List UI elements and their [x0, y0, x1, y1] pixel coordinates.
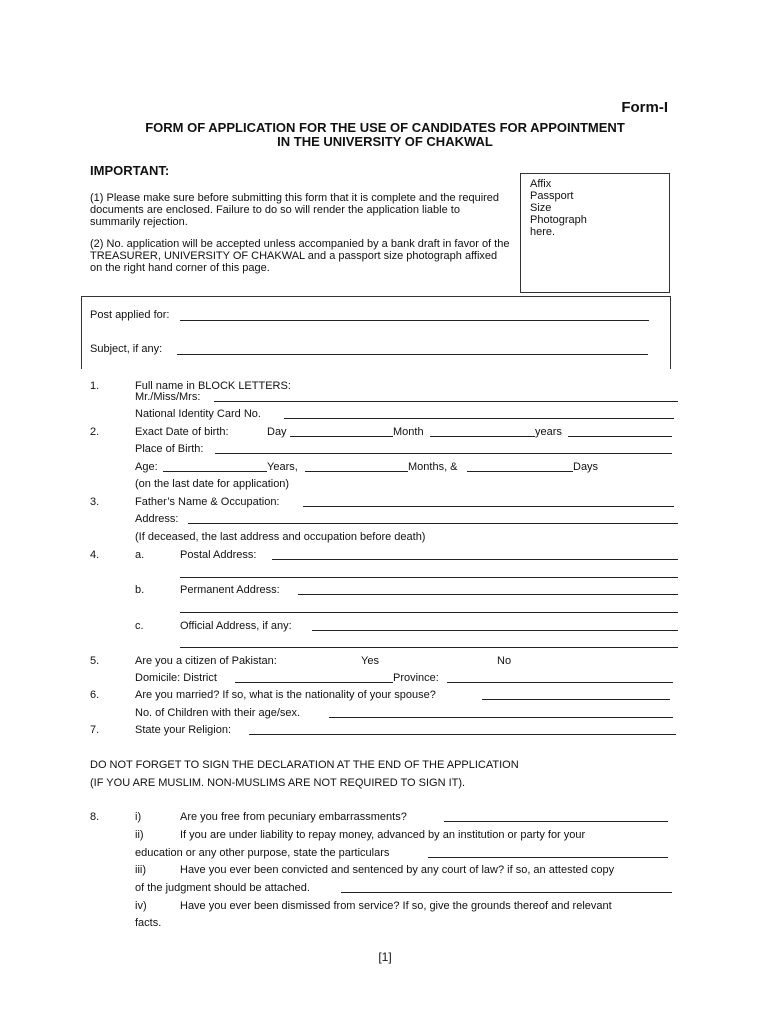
permanent-address-label: Permanent Address: [180, 584, 280, 596]
place-birth-label: Place of Birth: [135, 443, 204, 455]
form-title-line2: IN THE UNIVERSITY OF CHAKWAL [277, 134, 493, 149]
q8-iii-number: iii) [135, 864, 146, 876]
q8-iv-number: iv) [135, 900, 147, 912]
age-years-label: Years, [267, 461, 298, 473]
q8-i-text: Are you free from pecuniary embarrassments? [180, 811, 407, 823]
q8-iii-field[interactable] [341, 892, 672, 893]
page-number: [1] [378, 950, 392, 964]
address-label: Address: [135, 513, 179, 525]
q8-i-field[interactable] [444, 821, 668, 822]
deceased-note: (If deceased, the last address and occupation before death) [135, 531, 426, 543]
age-months-label: Months, & [408, 461, 458, 473]
official-address-label: Official Address, if any: [180, 620, 292, 632]
dob-day-field[interactable] [290, 436, 393, 437]
citizen-label: Are you a citizen of Pakistan: [135, 655, 277, 667]
q8-ii-text: If you are under liability to repay money, advanced by an institution or party for your [180, 829, 586, 841]
q8-iii-text-2: of the judgment should be attached. [135, 882, 310, 894]
official-address-field[interactable] [312, 630, 678, 631]
domicile-district-field[interactable] [235, 682, 393, 683]
postal-address-label: Postal Address: [180, 549, 257, 561]
domicile-label: Domicile: District [135, 672, 217, 684]
religion-label: State your Religion: [135, 724, 231, 736]
q8-ii-number: ii) [135, 829, 144, 841]
photo-line-1: Affix [530, 178, 552, 190]
item-number: 2. [90, 426, 100, 438]
nic-field[interactable] [284, 418, 674, 419]
item-number: 8. [90, 811, 100, 823]
dob-month-field[interactable] [430, 436, 535, 437]
dob-year-field[interactable] [568, 436, 672, 437]
spouse-nationality-field[interactable] [482, 699, 670, 700]
children-field[interactable] [329, 717, 673, 718]
declaration-notice-line2: (IF YOU ARE MUSLIM. NON-MUSLIMS ARE NOT REQUIRED TO SIGN IT). [90, 777, 466, 789]
item-number: 4. [90, 549, 100, 561]
sub-item-a: a. [135, 549, 145, 561]
sub-item-b: b. [135, 584, 145, 596]
dob-label: Exact Date of birth: [135, 426, 229, 438]
item-number: 1. [90, 380, 100, 392]
province-label: Province: [393, 672, 439, 684]
item-number: 3. [90, 496, 100, 508]
married-label: Are you married? If so, what is the nationality of your spouse? [135, 689, 436, 701]
age-years-field[interactable] [163, 471, 267, 472]
postal-address-field-2[interactable] [180, 577, 678, 578]
dob-day-label: Day [267, 426, 287, 438]
item-number: 6. [90, 689, 100, 701]
dob-year-label: years [535, 426, 562, 438]
photo-line-3: Size [530, 202, 552, 214]
item-number: 5. [90, 655, 100, 667]
q8-ii-field[interactable] [428, 857, 668, 858]
religion-field[interactable] [249, 734, 676, 735]
father-label: Father’s Name & Occupation: [135, 496, 280, 508]
q8-ii-text-2: education or any other purpose, state the particulars [135, 847, 390, 859]
important-note-1: (1) Please make sure before submitting this form that it is complete and the required documents are enclosed. Failure to do so will render the application liable to summarily rejection. [90, 192, 500, 228]
permanent-address-field-2[interactable] [180, 612, 678, 613]
form-title-line1: FORM OF APPLICATION FOR THE USE OF CANDIDATES FOR APPOINTMENT [145, 120, 625, 135]
item-number: 7. [90, 724, 100, 736]
photo-line-4: Photograph [530, 214, 587, 226]
post-applied-label: Post applied for: [90, 309, 170, 321]
subject-label: Subject, if any: [90, 343, 163, 355]
photo-box [520, 173, 670, 293]
postal-address-field[interactable] [272, 559, 678, 560]
citizen-yes-option[interactable]: Yes [361, 655, 379, 667]
dob-month-label: Month [393, 426, 424, 438]
age-label: Age: [135, 461, 158, 473]
permanent-address-field[interactable] [298, 594, 678, 595]
q8-i-number: i) [135, 811, 142, 823]
place-birth-field[interactable] [215, 453, 672, 454]
address-field[interactable] [188, 523, 678, 524]
age-months-field[interactable] [305, 471, 408, 472]
post-applied-field[interactable] [180, 320, 649, 321]
children-label: No. of Children with their age/sex. [135, 707, 301, 719]
age-days-field[interactable] [467, 471, 573, 472]
sub-item-c: c. [135, 620, 144, 632]
subject-field[interactable] [177, 354, 648, 355]
important-heading: IMPORTANT: [90, 163, 170, 178]
photo-line-2: Passport [530, 190, 574, 202]
photo-line-5: here. [530, 226, 556, 238]
age-days-label: Days [573, 461, 599, 473]
title-label: Mr./Miss/Mrs: [135, 391, 201, 403]
q8-iv-text: Have you ever been dismissed from service? If so, give the grounds thereof and relevant [180, 900, 612, 912]
important-note-2: (2) No. application will be accepted unless accompanied by a bank draft in favor of the TREASURER, UNIVERSITY OF CHAKWAL and a passport size photograph affixed on the right hand corner of this page. [90, 238, 510, 274]
full-name-field[interactable] [214, 401, 678, 402]
father-field[interactable] [303, 506, 674, 507]
q8-iii-text: Have you ever been convicted and sentenced by any court of law? if so, an attested copy [180, 864, 615, 876]
post-applied-box [81, 296, 671, 369]
last-date-note: (on the last date for application) [135, 478, 290, 490]
citizen-no-option[interactable]: No [497, 655, 512, 667]
q8-iv-text-2: facts. [135, 917, 162, 929]
official-address-field-2[interactable] [180, 647, 678, 648]
form-id: Form-I [621, 99, 668, 116]
province-field[interactable] [447, 682, 673, 683]
full-name-label: Full name in BLOCK LETTERS: [135, 380, 291, 392]
declaration-notice-line1: DO NOT FORGET TO SIGN THE DECLARATION AT THE END OF THE APPLICATION [90, 759, 519, 771]
nic-label: National Identity Card No. [135, 408, 261, 420]
